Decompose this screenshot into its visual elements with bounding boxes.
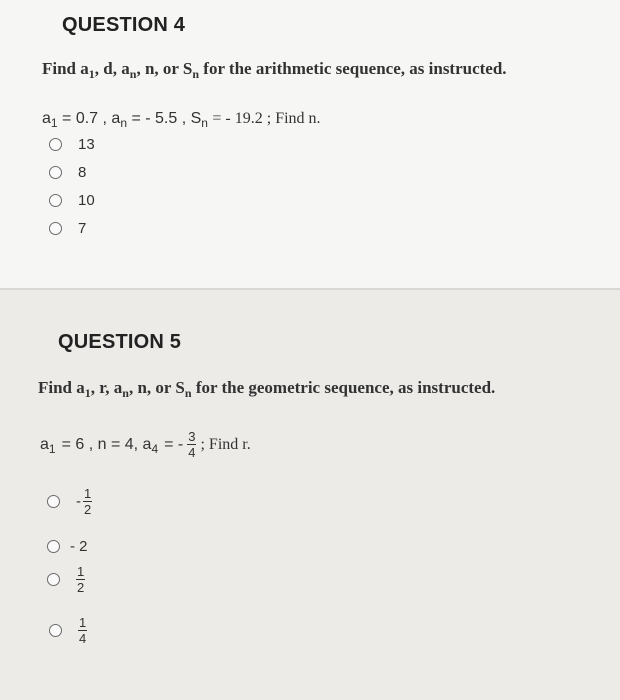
radio-button[interactable] [47, 573, 60, 586]
q4-option-8[interactable]: 8 [49, 164, 86, 181]
question-4-instruction: Find $a_1$, d, $a_n$, n, or $S_n$ for the arithmetic sequence, as instructed. [42, 59, 507, 81]
q5-option-half[interactable] [47, 565, 85, 594]
fraction: $\frac{1}{2}$ [77, 564, 85, 595]
question-5-instruction: Find $a_1$, r, $a_n$, n, or $S_n$ for the geometric sequence, as instructed. [38, 378, 496, 400]
q5-option-neg-half[interactable]: - $\frac{1}{2}$ [47, 487, 92, 516]
question-4-panel [0, 0, 620, 288]
fraction: $\frac{1}{4}$ [79, 615, 87, 646]
question-5-panel [0, 290, 620, 700]
question-5-given: a 1 = 6 , n = 4, a 4 = - $\frac{3}{4}$ ; Find r. [40, 429, 251, 460]
radio-button[interactable] [49, 194, 62, 207]
radio-button[interactable] [49, 166, 62, 179]
q5-option-neg-two[interactable]: - 2 [47, 538, 88, 555]
fraction: $\frac{3}{4}$ [188, 429, 196, 460]
q4-option-7[interactable]: 7 [49, 220, 86, 237]
q5-option-quarter[interactable] [49, 616, 87, 645]
question-5-title: QUESTION 5 [58, 331, 182, 353]
radio-button[interactable] [49, 222, 62, 235]
fraction: $\frac{1}{2}$ [84, 486, 92, 517]
radio-button[interactable] [47, 495, 60, 508]
radio-button[interactable] [49, 624, 62, 637]
radio-button[interactable] [49, 138, 62, 151]
question-4-title: QUESTION 4 [62, 14, 186, 36]
radio-button[interactable] [47, 540, 60, 553]
q4-option-10[interactable]: 10 [49, 192, 95, 209]
question-4-given: $a_1 = 0.7$ , $a_n$ = - 5.5 , $S_n$ = - 19.2 ; Find n. [42, 110, 321, 130]
q4-option-13[interactable]: 13 [49, 136, 95, 153]
